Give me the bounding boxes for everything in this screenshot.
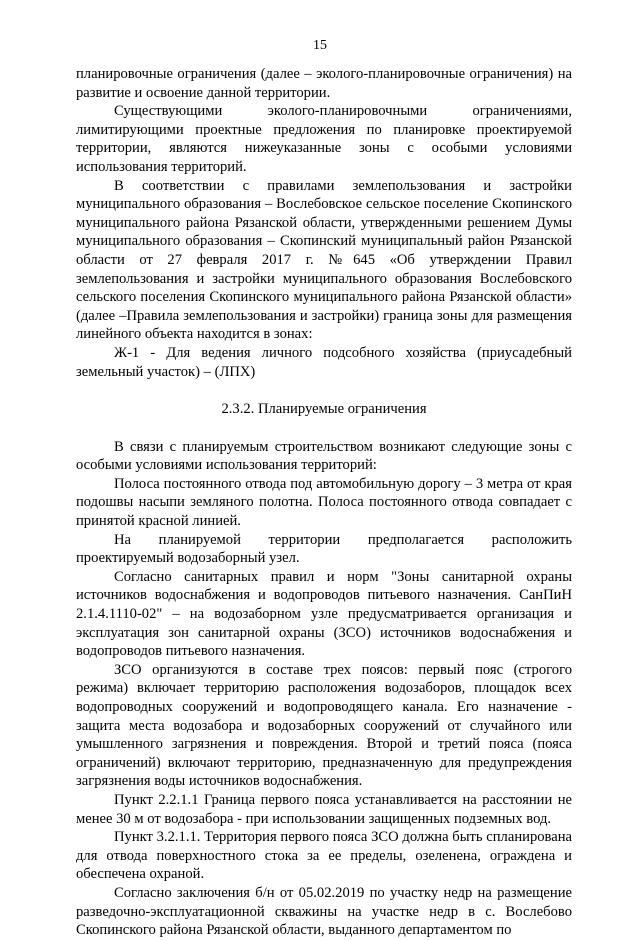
- paragraph: На планируемой территории предполагается расположить проектируемый водозаборный узел.: [76, 531, 572, 567]
- paragraph: Согласно заключения б/н от 05.02.2019 по участку недр на размещение разведочно-эксплуатационной скважины на участке недр в с. Вослебово Скопинского района Рязанской области, выданного департаментом по: [76, 884, 572, 939]
- paragraph: Существующими эколого-планировочными ограничениями, лимитирующими проектные предложения по планировке проектируемой территории, являются нижеуказанные зоны с особыми условиями использования территорий.: [76, 103, 572, 175]
- paragraph: Пункт 3.2.1.1. Территория первого пояса ЗСО должна быть спланирована для отвода поверхностного стока за ее пределы, озеленена, ограждена и обеспечена охраной.: [76, 829, 572, 883]
- paragraph: Ж-1 - Для ведения личного подсобного хозяйства (приусадебный земельный участок) – (ЛПХ): [76, 344, 572, 380]
- section-heading: 2.3.2. Планируемые ограничения: [221, 401, 427, 418]
- document-body: [76, 65, 572, 940]
- paragraph: Пункт 2.2.1.1 Граница первого пояса устанавливается на расстоянии не менее 30 м от водозабора - при использовании защищенных подземных вод.: [76, 791, 572, 827]
- paragraph: ЗСО организуются в составе трех поясов: первый пояс (строгого режима) включает территорию расположения водозаборов, площадок всех водопроводных сооружений и водопроводящего канала. Его назначение - защита места водозабора и водозаборных сооружений от случайного или умышленного загрязнения и повреждения. Второй и третий пояса (пояса ограничений) включают территорию, предназначенную для предупреждения загрязнения воды источников водоснабжения.: [76, 661, 572, 790]
- paragraph: Согласно санитарных правил и норм "Зоны санитарной охраны источников водоснабжения и водопроводов питьевого назначения. СанПиН 2.1.4.1110-02" – на водозаборном узле предусматривается организация и эксплуатация зон санитарной охраны (ЗСО) источников водоснабжения и водопроводов питьевого назначения.: [76, 568, 572, 660]
- paragraph: Полоса постоянного отвода под автомобильную дорогу – 3 метра от края подошвы насыпи земляного полотна. Полоса постоянного отвода совпадает с принятой красной линией.: [76, 475, 572, 530]
- paragraph: планировочные ограничения (далее – эколого-планировочные ограничения) на развитие и освоение данной территории.: [76, 66, 572, 101]
- paragraph: В связи с планируемым строительством возникают следующие зоны с особыми условиями использования территорий:: [76, 438, 572, 474]
- paragraph: В соответствии с правилами землепользования и застройки муниципального образования – Вослебовское сельское поселение Скопинского муниципального района Рязанской области, утвержденными решением Думы муниципального образования – Скопинский муниципальный район Рязанской области от 27 февраля 2017 г. №645 «Об утверждении Правил землепользования и застройки муниципального образования Вослебовского сельского поселения Скопинского муниципального района Рязанской области» (далее –Правила землепользования и застройки) граница зоны для размещения линейного объекта находится в зонах:: [76, 177, 572, 343]
- page-number: 15: [313, 38, 327, 53]
